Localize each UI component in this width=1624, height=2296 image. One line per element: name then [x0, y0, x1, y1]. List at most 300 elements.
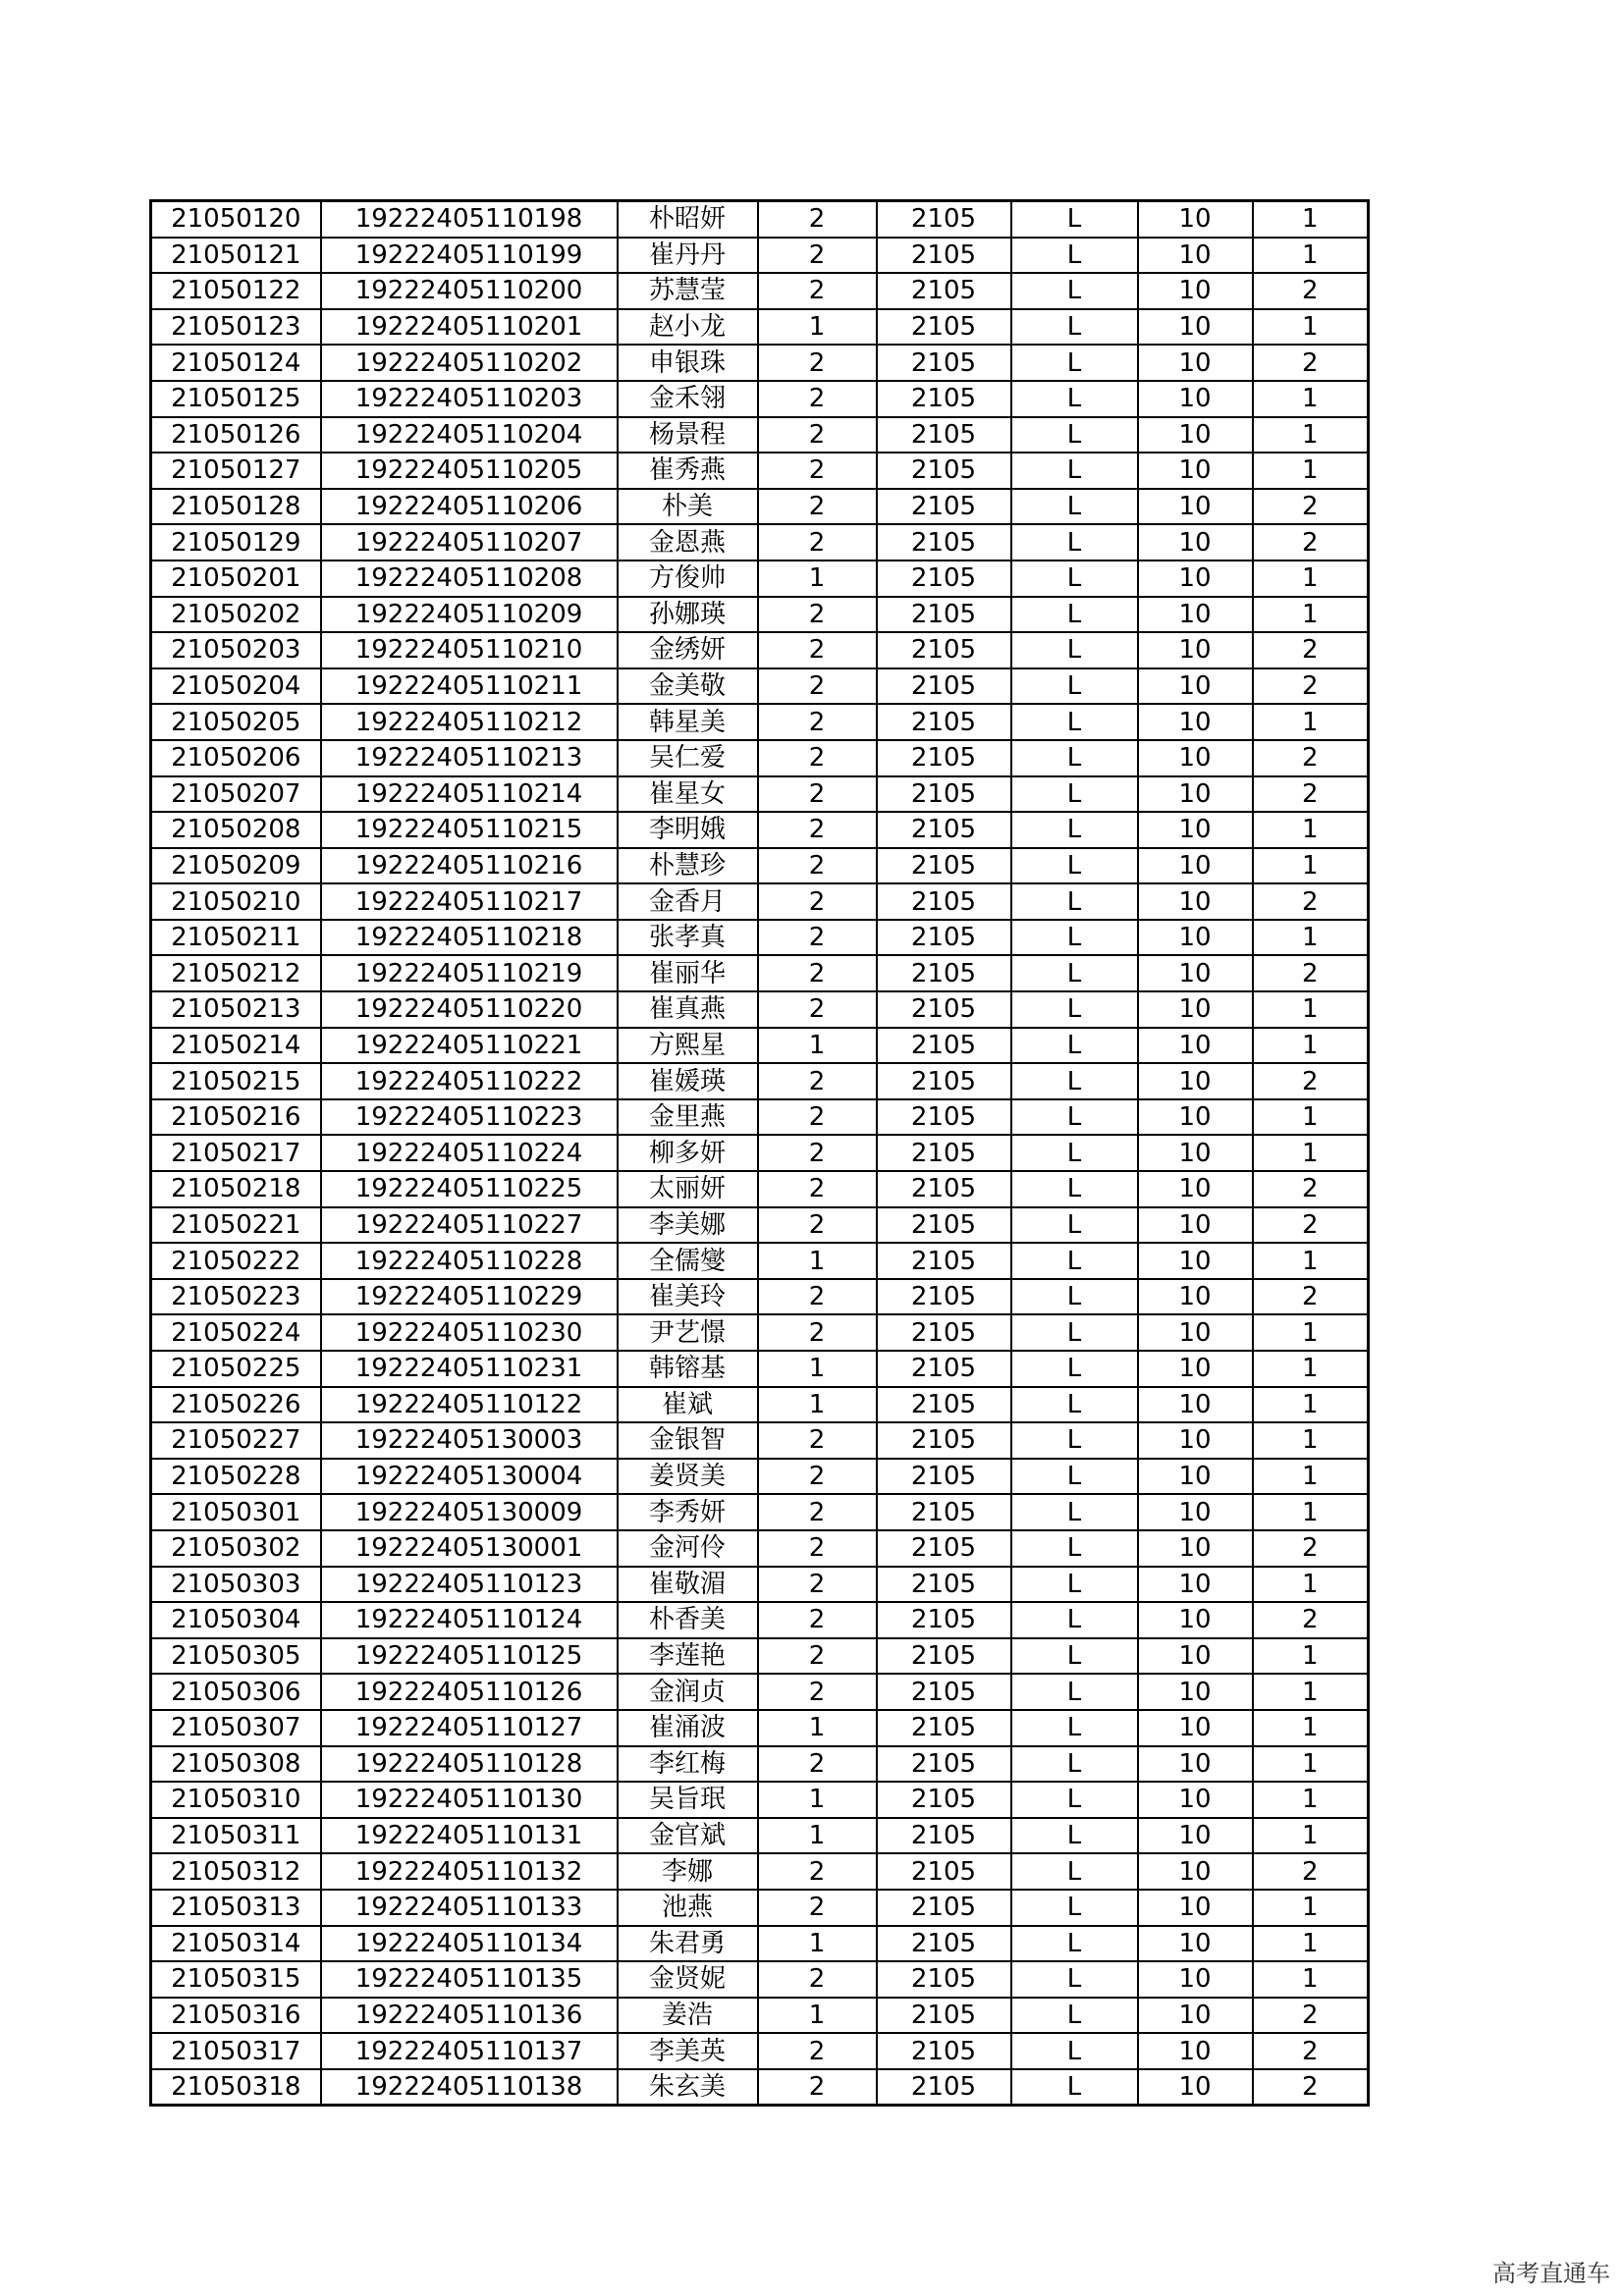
- table-row: [151, 1890, 1369, 1926]
- class-code-cell: 2105: [877, 668, 1011, 705]
- score-cell: 10: [1138, 1279, 1253, 1315]
- level-cell: L: [1011, 2069, 1138, 2106]
- score-cell: 10: [1138, 417, 1253, 454]
- class-code-cell: 2105: [877, 309, 1011, 346]
- class-code-cell: 2105: [877, 1387, 1011, 1423]
- exam-number-cell: 21050302: [151, 1530, 321, 1567]
- level-cell: L: [1011, 1782, 1138, 1818]
- score-cell: 10: [1138, 1063, 1253, 1099]
- student-id-cell: 19222405110219: [321, 955, 618, 991]
- score-cell: 10: [1138, 597, 1253, 633]
- exam-number-cell: 21050202: [151, 597, 321, 633]
- table-row: [151, 1926, 1369, 1962]
- name-cell: 崔媛瑛: [618, 1063, 758, 1099]
- level-cell: L: [1011, 1099, 1138, 1136]
- class-code-cell: 2105: [877, 883, 1011, 920]
- score-cell: 10: [1138, 632, 1253, 668]
- level-cell: L: [1011, 632, 1138, 668]
- name-cell: 吴旨珉: [618, 1782, 758, 1818]
- name-cell: 金河伶: [618, 1530, 758, 1567]
- name-cell: 崔涌波: [618, 1710, 758, 1746]
- group-cell: 1: [1253, 1028, 1369, 1064]
- level-cell: L: [1011, 668, 1138, 705]
- class-code-cell: 2105: [877, 1602, 1011, 1638]
- student-id-cell: 19222405110126: [321, 1674, 618, 1710]
- table-row: [151, 920, 1369, 956]
- name-cell: 金香月: [618, 883, 758, 920]
- score-cell: 10: [1138, 1530, 1253, 1567]
- group-cell: 1: [1253, 1746, 1369, 1783]
- student-id-cell: 19222405110216: [321, 848, 618, 884]
- level-cell: L: [1011, 1530, 1138, 1567]
- student-id-cell: 19222405110217: [321, 883, 618, 920]
- level-cell: L: [1011, 955, 1138, 991]
- gender-code-cell: 1: [758, 1782, 877, 1818]
- score-cell: 10: [1138, 561, 1253, 597]
- class-code-cell: 2105: [877, 238, 1011, 274]
- gender-code-cell: 2: [758, 1602, 877, 1638]
- gender-code-cell: 2: [758, 704, 877, 740]
- table-row: [151, 417, 1369, 454]
- level-cell: L: [1011, 704, 1138, 740]
- level-cell: L: [1011, 1818, 1138, 1854]
- score-cell: 10: [1138, 1710, 1253, 1746]
- exam-number-cell: 21050122: [151, 273, 321, 309]
- exam-number-cell: 21050227: [151, 1422, 321, 1459]
- name-cell: 赵小龙: [618, 309, 758, 346]
- score-cell: 10: [1138, 1782, 1253, 1818]
- class-code-cell: 2105: [877, 1638, 1011, 1675]
- exam-number-cell: 21050314: [151, 1926, 321, 1962]
- level-cell: L: [1011, 1351, 1138, 1387]
- class-code-cell: 2105: [877, 381, 1011, 417]
- class-code-cell: 2105: [877, 848, 1011, 884]
- gender-code-cell: 2: [758, 991, 877, 1028]
- table-row: [151, 704, 1369, 740]
- student-id-cell: 19222405110214: [321, 776, 618, 813]
- score-cell: 10: [1138, 991, 1253, 1028]
- group-cell: 1: [1253, 1710, 1369, 1746]
- level-cell: L: [1011, 776, 1138, 813]
- table-row: [151, 524, 1369, 561]
- level-cell: L: [1011, 848, 1138, 884]
- student-id-cell: 19222405110212: [321, 704, 618, 740]
- exam-number-cell: 21050123: [151, 309, 321, 346]
- group-cell: 2: [1253, 1602, 1369, 1638]
- gender-code-cell: 2: [758, 1567, 877, 1603]
- name-cell: 金润贞: [618, 1674, 758, 1710]
- class-code-cell: 2105: [877, 991, 1011, 1028]
- table-row: [151, 273, 1369, 309]
- level-cell: L: [1011, 920, 1138, 956]
- exam-number-cell: 21050318: [151, 2069, 321, 2106]
- group-cell: 2: [1253, 1998, 1369, 2034]
- score-cell: 10: [1138, 955, 1253, 991]
- student-id-cell: 19222405110206: [321, 489, 618, 525]
- name-cell: 朱玄美: [618, 2069, 758, 2106]
- gender-code-cell: 2: [758, 201, 877, 238]
- exam-number-cell: 21050204: [151, 668, 321, 705]
- gender-code-cell: 2: [758, 740, 877, 776]
- score-cell: 10: [1138, 1459, 1253, 1495]
- score-cell: 10: [1138, 1602, 1253, 1638]
- name-cell: 金恩燕: [618, 524, 758, 561]
- score-cell: 10: [1138, 704, 1253, 740]
- level-cell: L: [1011, 1602, 1138, 1638]
- student-id-cell: 19222405110218: [321, 920, 618, 956]
- score-cell: 10: [1138, 1028, 1253, 1064]
- score-cell: 10: [1138, 776, 1253, 813]
- name-cell: 金里燕: [618, 1099, 758, 1136]
- name-cell: 金官斌: [618, 1818, 758, 1854]
- level-cell: L: [1011, 1279, 1138, 1315]
- exam-number-cell: 21050129: [151, 524, 321, 561]
- student-id-cell: 19222405110122: [321, 1387, 618, 1423]
- gender-code-cell: 2: [758, 345, 877, 381]
- student-id-cell: 19222405110133: [321, 1890, 618, 1926]
- student-id-cell: 19222405110227: [321, 1207, 618, 1244]
- score-cell: 10: [1138, 453, 1253, 489]
- exam-number-cell: 21050203: [151, 632, 321, 668]
- student-id-cell: 19222405110223: [321, 1099, 618, 1136]
- exam-number-cell: 21050208: [151, 812, 321, 848]
- group-cell: 1: [1253, 1494, 1369, 1530]
- class-code-cell: 2105: [877, 1243, 1011, 1279]
- level-cell: L: [1011, 1998, 1138, 2034]
- group-cell: 2: [1253, 524, 1369, 561]
- table-row: [151, 1135, 1369, 1171]
- level-cell: L: [1011, 1853, 1138, 1890]
- name-cell: 崔美玲: [618, 1279, 758, 1315]
- exam-number-cell: 21050221: [151, 1207, 321, 1244]
- score-cell: 10: [1138, 1961, 1253, 1998]
- exam-number-cell: 21050226: [151, 1387, 321, 1423]
- class-code-cell: 2105: [877, 1028, 1011, 1064]
- exam-number-cell: 21050128: [151, 489, 321, 525]
- level-cell: L: [1011, 238, 1138, 274]
- level-cell: L: [1011, 883, 1138, 920]
- name-cell: 孙娜瑛: [618, 597, 758, 633]
- gender-code-cell: 2: [758, 273, 877, 309]
- score-cell: 10: [1138, 883, 1253, 920]
- exam-number-cell: 21050316: [151, 1998, 321, 2034]
- level-cell: L: [1011, 381, 1138, 417]
- gender-code-cell: 2: [758, 632, 877, 668]
- class-code-cell: 2105: [877, 489, 1011, 525]
- gender-code-cell: 1: [758, 1710, 877, 1746]
- exam-number-cell: 21050211: [151, 920, 321, 956]
- name-cell: 李美娜: [618, 1207, 758, 1244]
- group-cell: 1: [1253, 1422, 1369, 1459]
- group-cell: 2: [1253, 1530, 1369, 1567]
- table-row: [151, 2069, 1369, 2106]
- class-code-cell: 2105: [877, 524, 1011, 561]
- student-id-cell: 19222405110205: [321, 453, 618, 489]
- group-cell: 2: [1253, 2069, 1369, 2106]
- gender-code-cell: 2: [758, 1674, 877, 1710]
- group-cell: 2: [1253, 1279, 1369, 1315]
- class-code-cell: 2105: [877, 1818, 1011, 1854]
- table-row: [151, 1961, 1369, 1998]
- group-cell: 2: [1253, 632, 1369, 668]
- score-cell: 10: [1138, 238, 1253, 274]
- score-cell: 10: [1138, 1351, 1253, 1387]
- group-cell: 2: [1253, 273, 1369, 309]
- group-cell: 1: [1253, 309, 1369, 346]
- gender-code-cell: 1: [758, 1028, 877, 1064]
- level-cell: L: [1011, 1746, 1138, 1783]
- group-cell: 1: [1253, 597, 1369, 633]
- group-cell: 2: [1253, 2033, 1369, 2069]
- student-id-cell: 19222405110211: [321, 668, 618, 705]
- class-code-cell: 2105: [877, 1494, 1011, 1530]
- class-code-cell: 2105: [877, 740, 1011, 776]
- name-cell: 韩星美: [618, 704, 758, 740]
- student-id-cell: 19222405110125: [321, 1638, 618, 1675]
- table-row: [151, 1674, 1369, 1710]
- table-row: [151, 1351, 1369, 1387]
- class-code-cell: 2105: [877, 201, 1011, 238]
- student-id-cell: 19222405110220: [321, 991, 618, 1028]
- student-id-cell: 19222405110213: [321, 740, 618, 776]
- level-cell: L: [1011, 1387, 1138, 1423]
- level-cell: L: [1011, 1459, 1138, 1495]
- gender-code-cell: 1: [758, 1243, 877, 1279]
- level-cell: L: [1011, 453, 1138, 489]
- name-cell: 崔星女: [618, 776, 758, 813]
- table-row: [151, 1028, 1369, 1064]
- student-id-cell: 19222405110199: [321, 238, 618, 274]
- class-code-cell: 2105: [877, 1926, 1011, 1962]
- score-cell: 10: [1138, 381, 1253, 417]
- roster-table-body: [151, 201, 1369, 2106]
- class-code-cell: 2105: [877, 1171, 1011, 1207]
- group-cell: 1: [1253, 1459, 1369, 1495]
- score-cell: 10: [1138, 920, 1253, 956]
- class-code-cell: 2105: [877, 1890, 1011, 1926]
- exam-number-cell: 21050223: [151, 1279, 321, 1315]
- score-cell: 10: [1138, 345, 1253, 381]
- gender-code-cell: 2: [758, 1890, 877, 1926]
- student-id-cell: 19222405110224: [321, 1135, 618, 1171]
- level-cell: L: [1011, 1314, 1138, 1351]
- exam-number-cell: 21050304: [151, 1602, 321, 1638]
- gender-code-cell: 2: [758, 1459, 877, 1495]
- table-row: [151, 1710, 1369, 1746]
- gender-code-cell: 1: [758, 1351, 877, 1387]
- name-cell: 金银智: [618, 1422, 758, 1459]
- level-cell: L: [1011, 417, 1138, 454]
- level-cell: L: [1011, 561, 1138, 597]
- exam-number-cell: 21050121: [151, 238, 321, 274]
- score-cell: 10: [1138, 812, 1253, 848]
- gender-code-cell: 2: [758, 1853, 877, 1890]
- level-cell: L: [1011, 1961, 1138, 1998]
- gender-code-cell: 2: [758, 1494, 877, 1530]
- class-code-cell: 2105: [877, 1853, 1011, 1890]
- group-cell: 2: [1253, 1207, 1369, 1244]
- name-cell: 朴美: [618, 489, 758, 525]
- score-cell: 10: [1138, 1207, 1253, 1244]
- exam-number-cell: 21050228: [151, 1459, 321, 1495]
- gender-code-cell: 2: [758, 597, 877, 633]
- gender-code-cell: 1: [758, 1926, 877, 1962]
- name-cell: 崔斌: [618, 1387, 758, 1423]
- table-row: [151, 1171, 1369, 1207]
- group-cell: 1: [1253, 991, 1369, 1028]
- name-cell: 金禾翎: [618, 381, 758, 417]
- name-cell: 朴香美: [618, 1602, 758, 1638]
- gender-code-cell: 2: [758, 1135, 877, 1171]
- group-cell: 1: [1253, 1674, 1369, 1710]
- table-row: [151, 309, 1369, 346]
- name-cell: 朴慧珍: [618, 848, 758, 884]
- class-code-cell: 2105: [877, 453, 1011, 489]
- group-cell: 2: [1253, 776, 1369, 813]
- student-id-cell: 19222405110137: [321, 2033, 618, 2069]
- name-cell: 崔丽华: [618, 955, 758, 991]
- exam-number-cell: 21050303: [151, 1567, 321, 1603]
- class-code-cell: 2105: [877, 1459, 1011, 1495]
- name-cell: 方熙星: [618, 1028, 758, 1064]
- exam-number-cell: 21050210: [151, 883, 321, 920]
- exam-number-cell: 21050308: [151, 1746, 321, 1783]
- table-row: [151, 1099, 1369, 1136]
- group-cell: 1: [1253, 1638, 1369, 1675]
- name-cell: 崔真燕: [618, 991, 758, 1028]
- score-cell: 10: [1138, 740, 1253, 776]
- gender-code-cell: 2: [758, 1063, 877, 1099]
- group-cell: 1: [1253, 561, 1369, 597]
- student-id-cell: 19222405110207: [321, 524, 618, 561]
- table-row: [151, 776, 1369, 813]
- score-cell: 10: [1138, 1171, 1253, 1207]
- name-cell: 姜贤美: [618, 1459, 758, 1495]
- exam-number-cell: 21050212: [151, 955, 321, 991]
- table-row: [151, 1853, 1369, 1890]
- score-cell: 10: [1138, 2033, 1253, 2069]
- group-cell: 1: [1253, 453, 1369, 489]
- score-cell: 10: [1138, 1422, 1253, 1459]
- exam-number-cell: 21050120: [151, 201, 321, 238]
- gender-code-cell: 2: [758, 1746, 877, 1783]
- name-cell: 张孝真: [618, 920, 758, 956]
- student-id-cell: 19222405110203: [321, 381, 618, 417]
- exam-number-cell: 21050206: [151, 740, 321, 776]
- exam-number-cell: 21050213: [151, 991, 321, 1028]
- score-cell: 10: [1138, 2069, 1253, 2106]
- level-cell: L: [1011, 273, 1138, 309]
- group-cell: 1: [1253, 1961, 1369, 1998]
- name-cell: 李红梅: [618, 1746, 758, 1783]
- table-row: [151, 561, 1369, 597]
- student-id-cell: 19222405110138: [321, 2069, 618, 2106]
- student-id-cell: 19222405110210: [321, 632, 618, 668]
- table-row: [151, 597, 1369, 633]
- exam-number-cell: 21050305: [151, 1638, 321, 1675]
- group-cell: 1: [1253, 704, 1369, 740]
- gender-code-cell: 2: [758, 381, 877, 417]
- group-cell: 1: [1253, 417, 1369, 454]
- name-cell: 申银珠: [618, 345, 758, 381]
- level-cell: L: [1011, 740, 1138, 776]
- table-row: [151, 1530, 1369, 1567]
- group-cell: 1: [1253, 1567, 1369, 1603]
- table-row: [151, 632, 1369, 668]
- exam-number-cell: 21050201: [151, 561, 321, 597]
- student-id-cell: 19222405110204: [321, 417, 618, 454]
- student-id-cell: 19222405130009: [321, 1494, 618, 1530]
- group-cell: 1: [1253, 201, 1369, 238]
- table-row: [151, 883, 1369, 920]
- group-cell: 2: [1253, 1853, 1369, 1890]
- gender-code-cell: 1: [758, 1998, 877, 2034]
- class-code-cell: 2105: [877, 1099, 1011, 1136]
- level-cell: L: [1011, 201, 1138, 238]
- gender-code-cell: 2: [758, 668, 877, 705]
- gender-code-cell: 2: [758, 1207, 877, 1244]
- name-cell: 朱君勇: [618, 1926, 758, 1962]
- group-cell: 2: [1253, 345, 1369, 381]
- name-cell: 李娜: [618, 1853, 758, 1890]
- name-cell: 苏慧莹: [618, 273, 758, 309]
- exam-number-cell: 21050125: [151, 381, 321, 417]
- score-cell: 10: [1138, 668, 1253, 705]
- class-code-cell: 2105: [877, 632, 1011, 668]
- score-cell: 10: [1138, 1314, 1253, 1351]
- gender-code-cell: 1: [758, 309, 877, 346]
- score-cell: 10: [1138, 1818, 1253, 1854]
- name-cell: 尹艺憬: [618, 1314, 758, 1351]
- student-id-cell: 19222405110198: [321, 201, 618, 238]
- student-id-cell: 19222405110124: [321, 1602, 618, 1638]
- table-row: [151, 812, 1369, 848]
- group-cell: 2: [1253, 1171, 1369, 1207]
- gender-code-cell: 2: [758, 417, 877, 454]
- score-cell: 10: [1138, 1638, 1253, 1675]
- table-row: [151, 1314, 1369, 1351]
- group-cell: 2: [1253, 883, 1369, 920]
- student-id-cell: 19222405110209: [321, 597, 618, 633]
- class-code-cell: 2105: [877, 561, 1011, 597]
- student-id-cell: 19222405110130: [321, 1782, 618, 1818]
- class-code-cell: 2105: [877, 1530, 1011, 1567]
- watermark-text: 高考直通车: [1492, 2260, 1610, 2287]
- gender-code-cell: 2: [758, 1171, 877, 1207]
- group-cell: 2: [1253, 955, 1369, 991]
- gender-code-cell: 1: [758, 1818, 877, 1854]
- name-cell: 朴昭妍: [618, 201, 758, 238]
- level-cell: L: [1011, 1207, 1138, 1244]
- group-cell: 1: [1253, 1351, 1369, 1387]
- table-row: [151, 201, 1369, 238]
- class-code-cell: 2105: [877, 2033, 1011, 2069]
- name-cell: 李莲艳: [618, 1638, 758, 1675]
- group-cell: 1: [1253, 238, 1369, 274]
- class-code-cell: 2105: [877, 1279, 1011, 1315]
- student-id-cell: 19222405110127: [321, 1710, 618, 1746]
- gender-code-cell: 2: [758, 1638, 877, 1675]
- exam-number-cell: 21050224: [151, 1314, 321, 1351]
- level-cell: L: [1011, 1567, 1138, 1603]
- student-id-cell: 19222405110135: [321, 1961, 618, 1998]
- class-code-cell: 2105: [877, 1422, 1011, 1459]
- level-cell: L: [1011, 597, 1138, 633]
- table-row: [151, 1459, 1369, 1495]
- level-cell: L: [1011, 812, 1138, 848]
- student-id-cell: 19222405110128: [321, 1746, 618, 1783]
- group-cell: 2: [1253, 668, 1369, 705]
